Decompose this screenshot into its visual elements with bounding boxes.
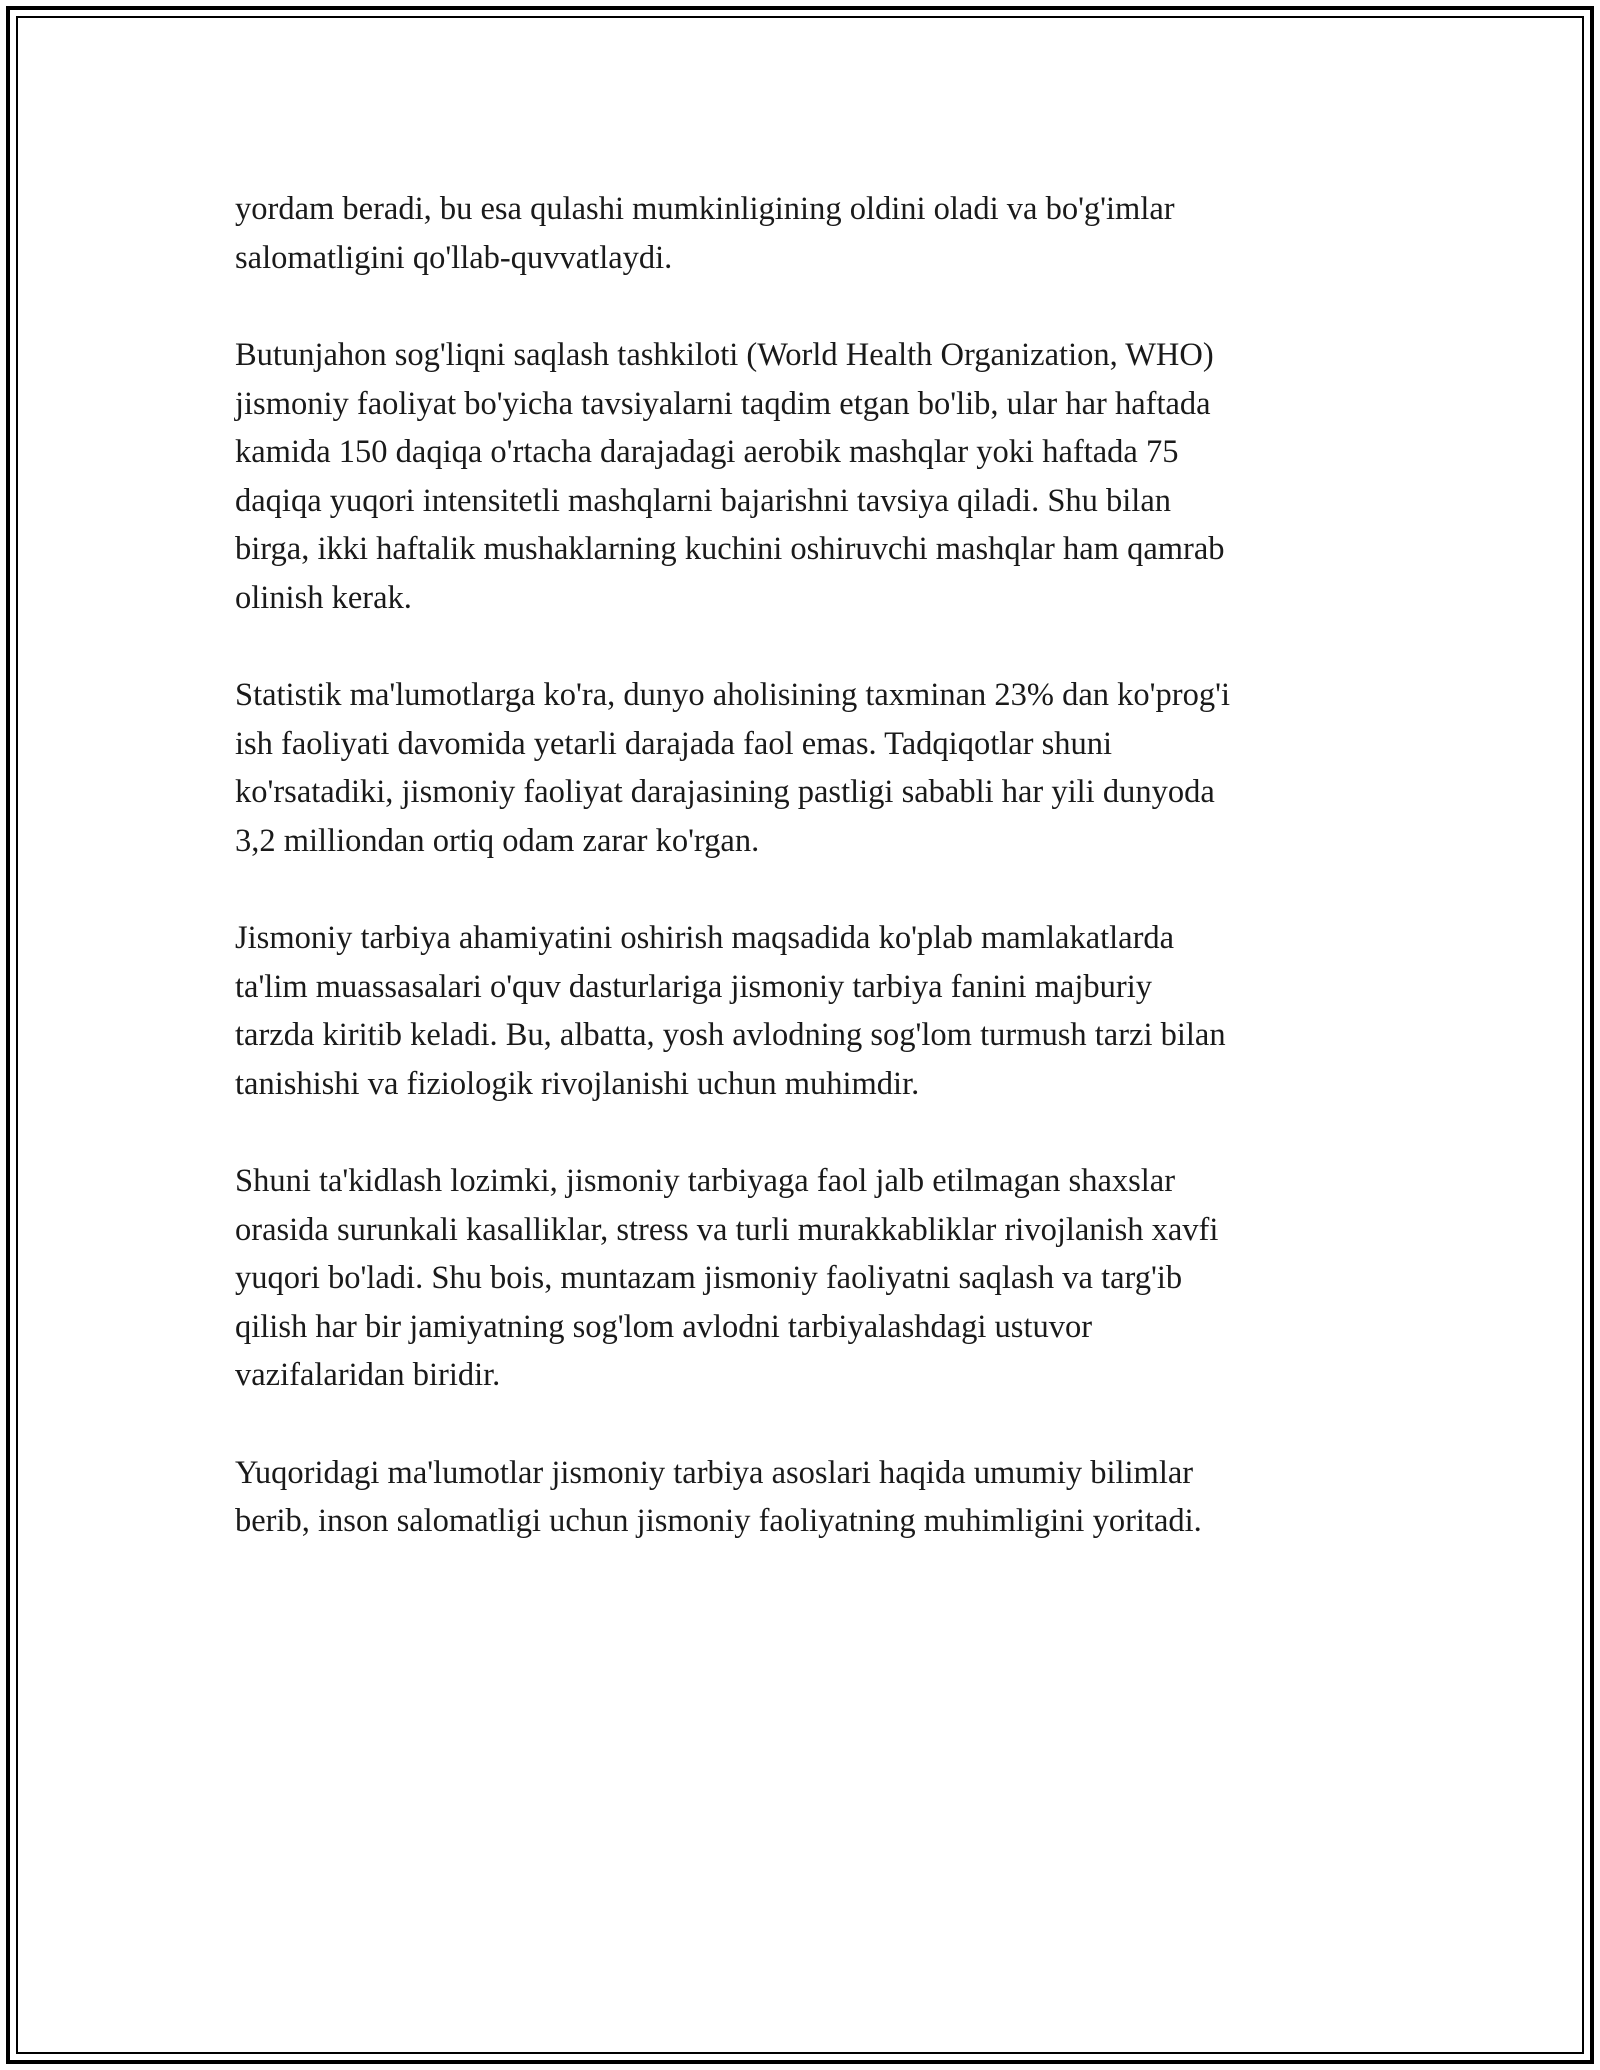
paragraph-3: Statistik ma'lumotlarga ko'ra, dunyo aholisining taxminan 23% dan ko'prog'i ish faoliyati davomida yetarli darajada faol emas. Tadqiqotlar shuni ko'rsatadiki, jismoniy faoliyat darajasining pastligi sababli har yili dunyoda 3,2 milliondan ortiq odam zarar ko'rgan. [235,677,1230,859]
paragraph-6: Yuqoridagi ma'lumotlar jismoniy tarbiya asoslari haqida umumiy bilimlar berib, inson salomatligi uchun jismoniy faoliyatning muhimligini yoritadi. [235,1454,1202,1539]
paragraph-4: Jismoniy tarbiya ahamiyatini oshirish maqsadida ko'plab mamlakatlarda ta'lim muassasalari o'quv dasturlariga jismoniy tarbiya fanini majburiy tarzda kiritib keladi. Bu, albatta, yosh avlodning sog'lom turmush tarzi bilan tanishishi va fiziologik rivojlanishi uchun muhimdir. [235,920,1226,1102]
paragraph-1: yordam beradi, bu esa qulashi mumkinligining oldini oladi va bo'g'imlar salomatligini qo'llab-quvvatlaydi. [235,191,1175,276]
document-body [235,185,1375,1595]
paragraph-5: Shuni ta'kidlash lozimki, jismoniy tarbiyaga faol jalb etilmagan shaxslar orasida surunkali kasalliklar, stress va turli murakkabliklar rivojlanish xavfi yuqori bo'ladi. Shu bois, muntazam jismoniy faoliyatni saqlash va targ'ib qilish har bir jamiyatning sog'lom avlodni tarbiyalashdagi ustuvor vazifalaridan biridir. [235,1163,1219,1393]
paragraph-2: Butunjahon sog'liqni saqlash tashkiloti (World Health Organization, WHO) jismoniy faoliyat bo'yicha tavsiyalarni taqdim etgan bo'lib, ular har haftada kamida 150 daqiqa o'rtacha darajadagi aerobik mashqlar yoki haftada 75 daqiqa yuqori intensitetli mashqlarni bajarishni tavsiya qiladi. Shu bilan birga, ikki haftalik mushaklarning kuchini oshiruvchi mashqlar ham qamrab olinish kerak. [235,337,1225,616]
